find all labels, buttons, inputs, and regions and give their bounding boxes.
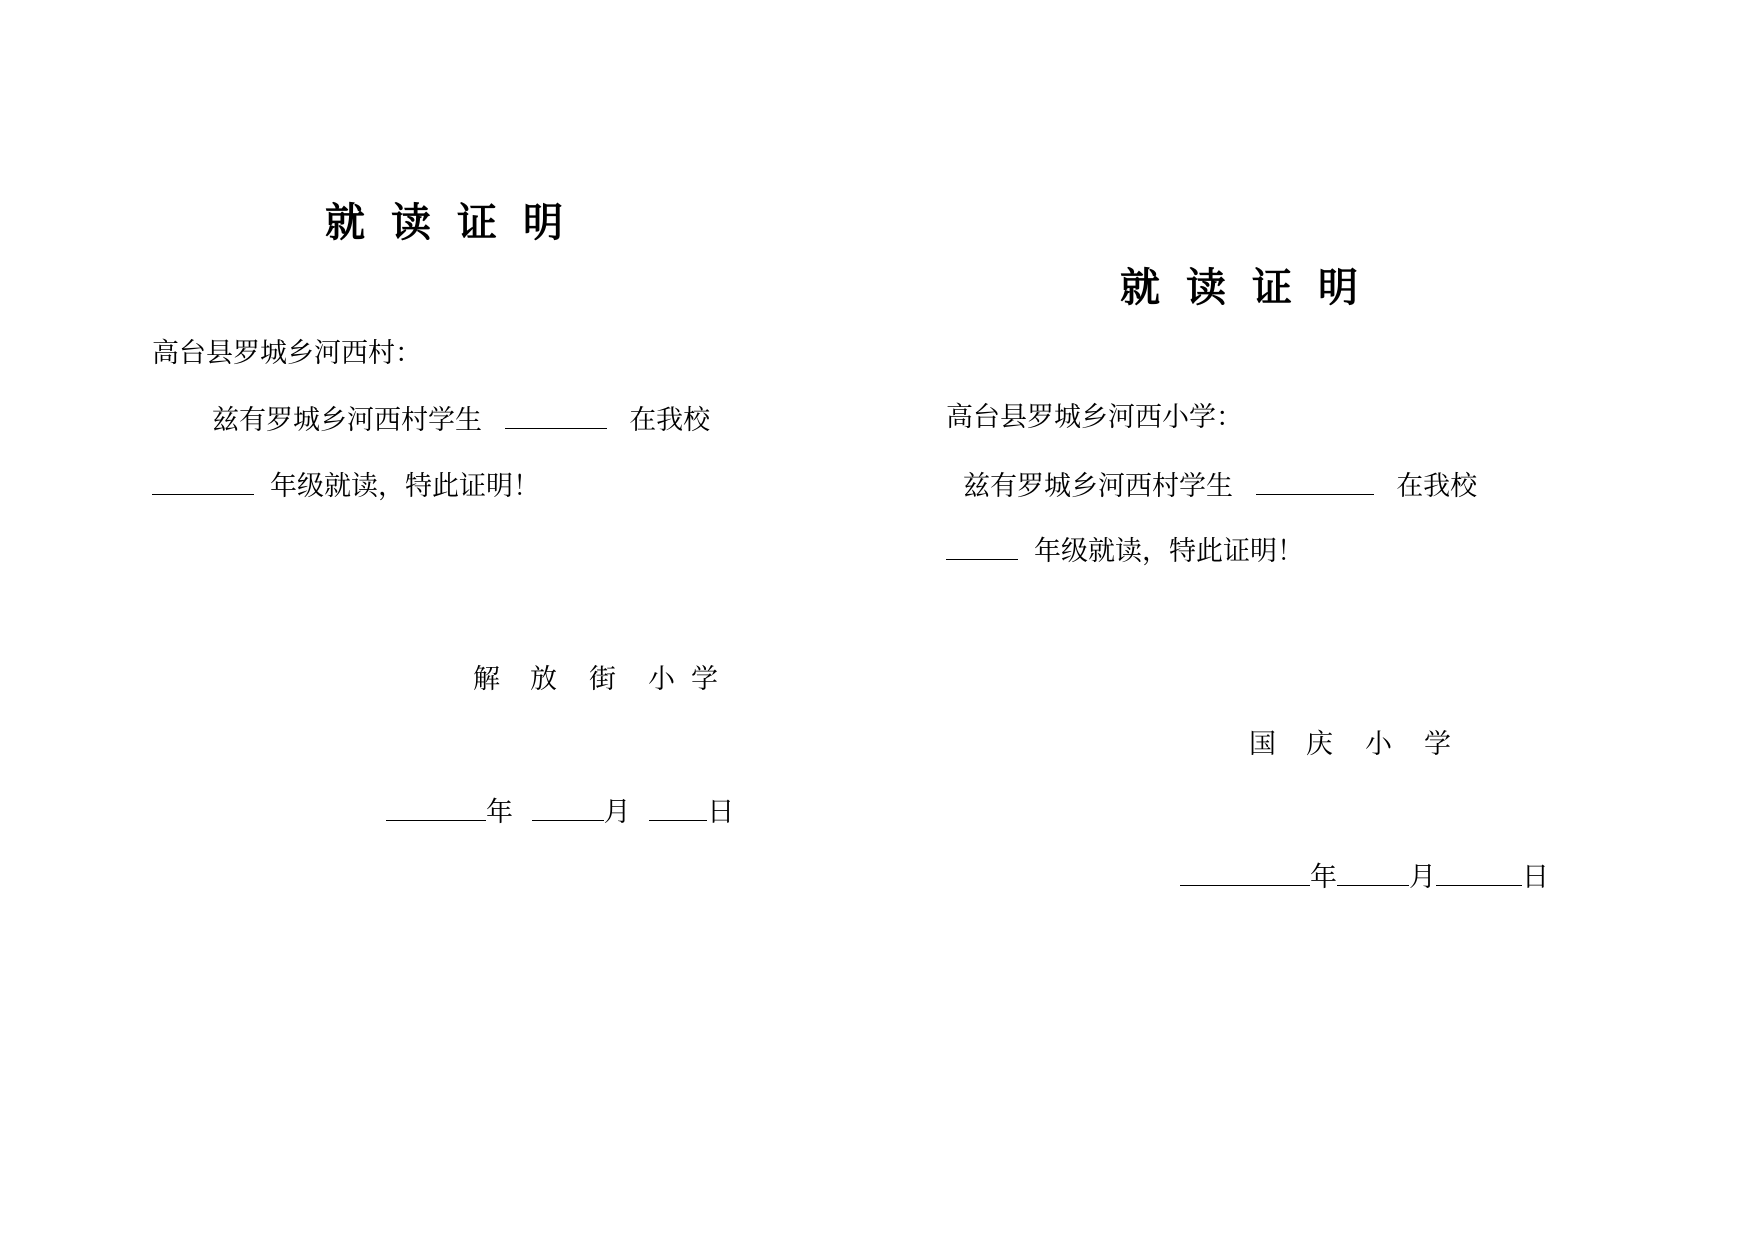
right-student-name-blank[interactable] xyxy=(1256,470,1374,495)
left-student-name-blank[interactable] xyxy=(505,404,607,429)
left-title-char: 读 xyxy=(391,200,431,246)
right-title-char: 就 xyxy=(1120,265,1160,311)
left-day-label: 日 xyxy=(707,797,735,828)
left-month-label: 月 xyxy=(603,797,631,828)
right-school-char: 学 xyxy=(1424,729,1451,760)
left-school-char: 解 xyxy=(473,664,500,695)
right-body-line1 xyxy=(963,470,1477,500)
left-school-char: 学 xyxy=(691,664,718,695)
right-body-line2-suffix: 年级就读，特此证明！ xyxy=(1034,536,1304,567)
left-title xyxy=(325,200,563,246)
right-school-char: 国 xyxy=(1249,729,1276,760)
left-year-label: 年 xyxy=(486,797,513,828)
left-body-line2-suffix: 年级就读，特此证明！ xyxy=(270,471,540,502)
left-title-char: 就 xyxy=(325,200,365,246)
left-body-line1 xyxy=(212,404,710,434)
right-date xyxy=(1180,861,1549,891)
right-title xyxy=(1120,265,1358,311)
right-title-char: 明 xyxy=(1318,265,1358,311)
left-day-blank[interactable] xyxy=(649,796,707,821)
right-body-line1-suffix: 在我校 xyxy=(1396,471,1478,502)
right-body-line2 xyxy=(946,535,1304,565)
left-school-char: 小 xyxy=(648,664,675,695)
left-date xyxy=(386,796,734,826)
right-addressee: 高台县罗城乡河西小学： xyxy=(946,402,1243,433)
left-addressee: 高台县罗城乡河西村： xyxy=(152,338,422,369)
left-body-line2 xyxy=(152,470,540,500)
right-grade-blank[interactable] xyxy=(946,535,1018,560)
right-year-blank[interactable] xyxy=(1180,861,1310,886)
left-month-blank[interactable] xyxy=(532,796,604,821)
left-school-char: 街 xyxy=(589,664,616,695)
right-year-label: 年 xyxy=(1310,862,1337,893)
right-day-blank[interactable] xyxy=(1436,861,1522,886)
right-school-name xyxy=(1249,731,1451,758)
left-body-line1-prefix: 兹有罗城乡河西村学生 xyxy=(212,405,482,436)
left-title-char: 明 xyxy=(523,200,563,246)
right-title-char: 证 xyxy=(1252,265,1292,311)
right-month-label: 月 xyxy=(1409,862,1436,893)
left-title-char: 证 xyxy=(457,200,497,246)
right-month-blank[interactable] xyxy=(1337,861,1409,886)
right-school-char: 小 xyxy=(1365,729,1392,760)
right-school-char: 庆 xyxy=(1306,729,1333,760)
right-day-label: 日 xyxy=(1522,862,1549,893)
left-year-blank[interactable] xyxy=(386,796,486,821)
left-body-line1-suffix: 在我校 xyxy=(629,405,711,436)
right-title-char: 读 xyxy=(1186,265,1226,311)
left-school-char: 放 xyxy=(530,664,557,695)
left-grade-blank[interactable] xyxy=(152,470,254,495)
left-school-name xyxy=(473,666,718,693)
right-body-line1-prefix: 兹有罗城乡河西村学生 xyxy=(963,471,1233,502)
